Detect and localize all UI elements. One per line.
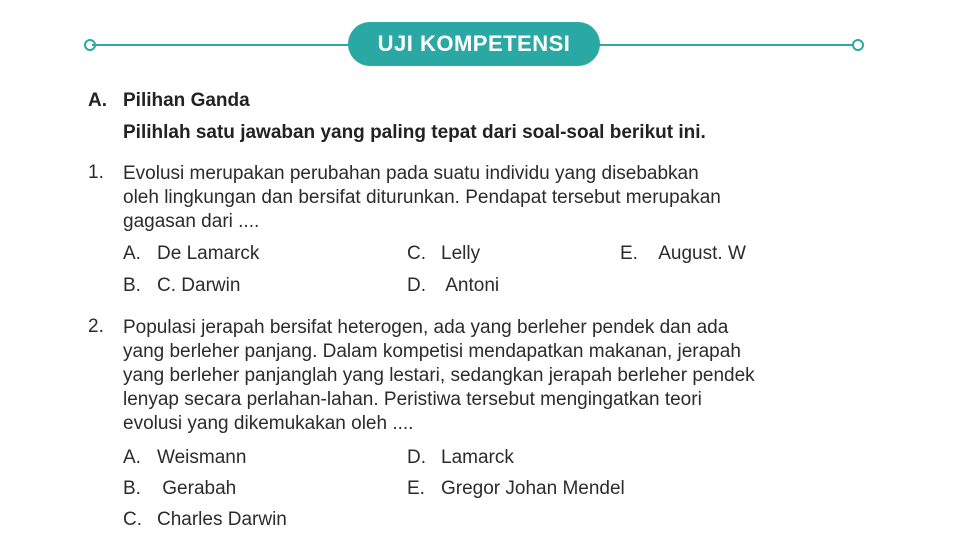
- option-letter: C.: [123, 509, 142, 530]
- banner-right-dot: [852, 39, 864, 51]
- option-text: Lamarck: [441, 447, 514, 468]
- section-instruction: Pilihlah satu jawaban yang paling tepat dari soal-soal berikut ini.: [123, 122, 706, 143]
- question-2-option-c[interactable]: [123, 509, 287, 531]
- question-1-text: [123, 162, 721, 234]
- question-1-option-c[interactable]: [407, 243, 480, 265]
- section-label: A.: [88, 90, 107, 111]
- option-text: Lelly: [441, 243, 481, 264]
- banner-left-line: [92, 44, 350, 46]
- option-letter: B.: [123, 478, 141, 499]
- question-1-line: Evolusi merupakan perubahan pada suatu individu yang disebabkan: [123, 163, 699, 184]
- option-letter: E.: [620, 243, 638, 264]
- question-1-option-a[interactable]: [123, 243, 259, 265]
- question-1-option-d[interactable]: [407, 275, 499, 297]
- option-text: Gerabah: [157, 478, 237, 499]
- question-2-option-e[interactable]: [407, 478, 625, 500]
- option-letter: D.: [407, 275, 426, 296]
- option-text: C. Darwin: [157, 275, 241, 296]
- question-1-option-e[interactable]: [620, 243, 746, 265]
- option-text: Weismann: [157, 447, 247, 468]
- question-2-number: 2.: [88, 316, 104, 337]
- option-letter: D.: [407, 447, 426, 468]
- option-letter: A.: [123, 447, 141, 468]
- question-2-option-a[interactable]: [123, 447, 246, 469]
- banner-title: UJI KOMPETENSI: [348, 22, 600, 66]
- option-letter: E.: [407, 478, 425, 499]
- question-1-line: oleh lingkungan dan bersifat diturunkan. Pendapat tersebut merupakan: [123, 187, 721, 208]
- question-2-line: yang berleher panjang. Dalam kompetisi mendapatkan makanan, jerapah: [123, 341, 741, 362]
- question-1-line: gagasan dari ....: [123, 211, 260, 232]
- banner-right-line: [598, 44, 854, 46]
- option-letter: B.: [123, 275, 141, 296]
- question-2-line: yang berleher panjanglah yang lestari, sedangkan jerapah berleher pendek: [123, 365, 755, 386]
- option-letter: C.: [407, 243, 426, 264]
- question-1-number: 1.: [88, 162, 104, 183]
- section-banner: [0, 0, 970, 90]
- section-title: Pilihan Ganda: [123, 90, 250, 111]
- option-text: August. W: [654, 243, 746, 264]
- option-letter: A.: [123, 243, 141, 264]
- option-text: Antoni: [441, 275, 500, 296]
- option-text: De Lamarck: [157, 243, 260, 264]
- question-1-option-b[interactable]: [123, 275, 240, 297]
- question-2-line: evolusi yang dikemukakan oleh ....: [123, 413, 414, 434]
- option-text: Gregor Johan Mendel: [441, 478, 625, 499]
- option-text: Charles Darwin: [157, 509, 287, 530]
- question-2-option-d[interactable]: [407, 447, 514, 469]
- question-2-line: Populasi jerapah bersifat heterogen, ada yang berleher pendek dan ada: [123, 317, 729, 338]
- question-2-line: lenyap secara perlahan-lahan. Peristiwa tersebut mengingatkan teori: [123, 389, 702, 410]
- question-2-text: [123, 316, 755, 436]
- question-2-option-b[interactable]: [123, 478, 236, 500]
